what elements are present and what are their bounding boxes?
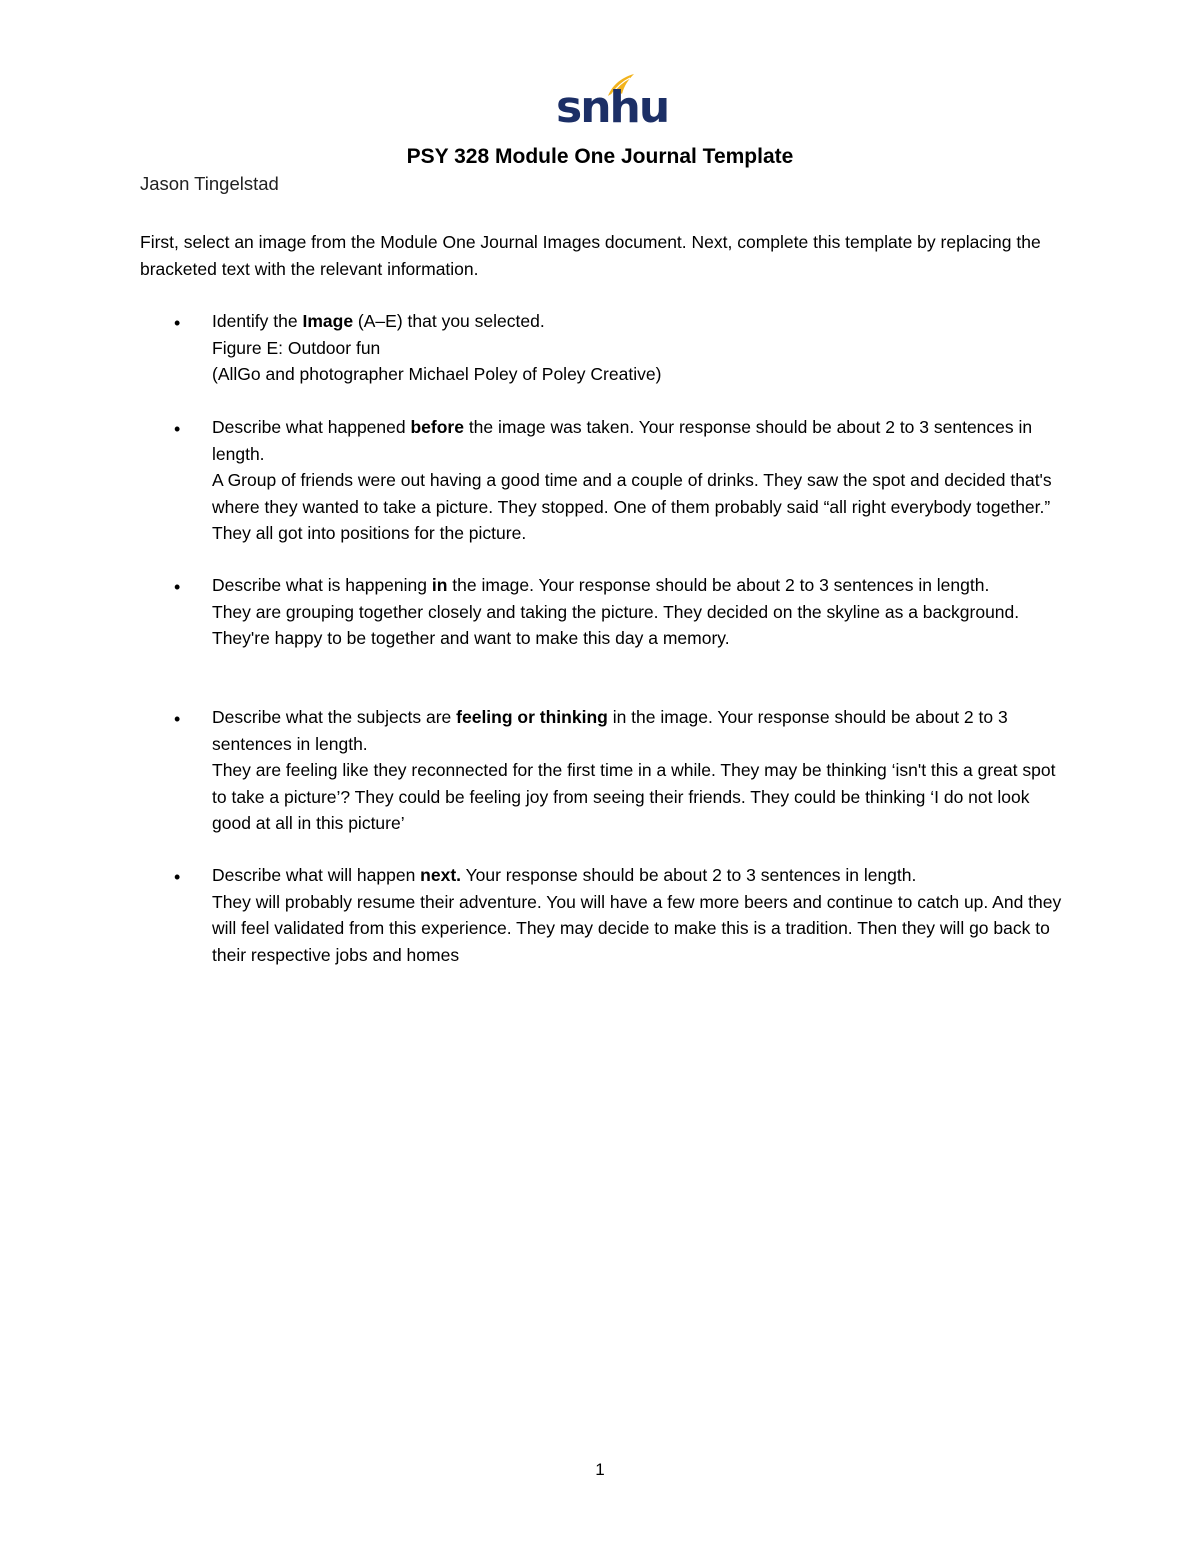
item-answer: They are grouping together closely and taking the picture. They decided on the skyline as a background. They're happy to be together and want to make this day a memory. <box>212 601 1020 648</box>
bullet-icon: • <box>174 577 181 597</box>
item-answer: They will probably resume their adventure. You will have a few more beers and continue to catch up. And they will feel validated from this experience. They may decide to make this is a tradition. Then they will go back to their respective jobs and homes <box>212 891 1062 965</box>
list-item-image <box>140 308 1060 388</box>
item-answer-line: Figure E: Outdoor fun <box>212 337 381 358</box>
logo-wordmark: snhu <box>556 82 669 133</box>
list-item-in <box>140 572 1060 652</box>
page-number: 1 <box>595 1460 605 1479</box>
item-answer: They are feeling like they reconnected for the first time in a while. They may be thinking ‘isn't this a great spot to take a picture’? They could be feeling joy from seeing their friends. They could be thinking ‘I do not look good at all in this picture’ <box>212 760 1056 833</box>
list-item-next <box>140 862 1060 968</box>
snhu-logo <box>548 72 669 134</box>
item-answer-line: (AllGo and photographer Michael Poley of Poley Creative) <box>212 364 662 384</box>
item-prompt: Describe what happened before the image was taken. Your response should be about 2 to 3 sentences in length. <box>212 417 1033 464</box>
document-title: PSY 328 Module One Journal Template <box>406 145 794 168</box>
list-item-feeling <box>140 704 1060 837</box>
item-prompt: Describe what the subjects are feeling or thinking in the image. Your response should be about 2 to 3 sentences in length. <box>212 707 1008 754</box>
bullet-icon: • <box>174 419 181 439</box>
item-prompt: Identify the Image (A–E) that you selected. <box>212 311 545 331</box>
item-answer: A Group of friends were out having a good time and a couple of drinks. They saw the spot and decided that's where they wanted to take a picture. They stopped. One of them probably said “all right everybody together.” They all got into positions for the picture. <box>212 470 1052 543</box>
bullet-icon: • <box>174 313 181 333</box>
list-item-before <box>140 414 1060 547</box>
bullet-icon: • <box>174 867 181 887</box>
author-name: Jason Tingelstad <box>140 173 279 194</box>
intro-paragraph: First, select an image from the Module One Journal Images document. Next, complete this template by replacing the bracketed text with the relevant information. <box>140 232 1041 279</box>
bullet-icon: • <box>174 709 181 729</box>
item-prompt: Describe what is happening in the image. Your response should be about 2 to 3 sentences in length. <box>212 575 990 595</box>
item-prompt: Describe what will happen next. Your response should be about 2 to 3 sentences in length. <box>212 865 917 885</box>
